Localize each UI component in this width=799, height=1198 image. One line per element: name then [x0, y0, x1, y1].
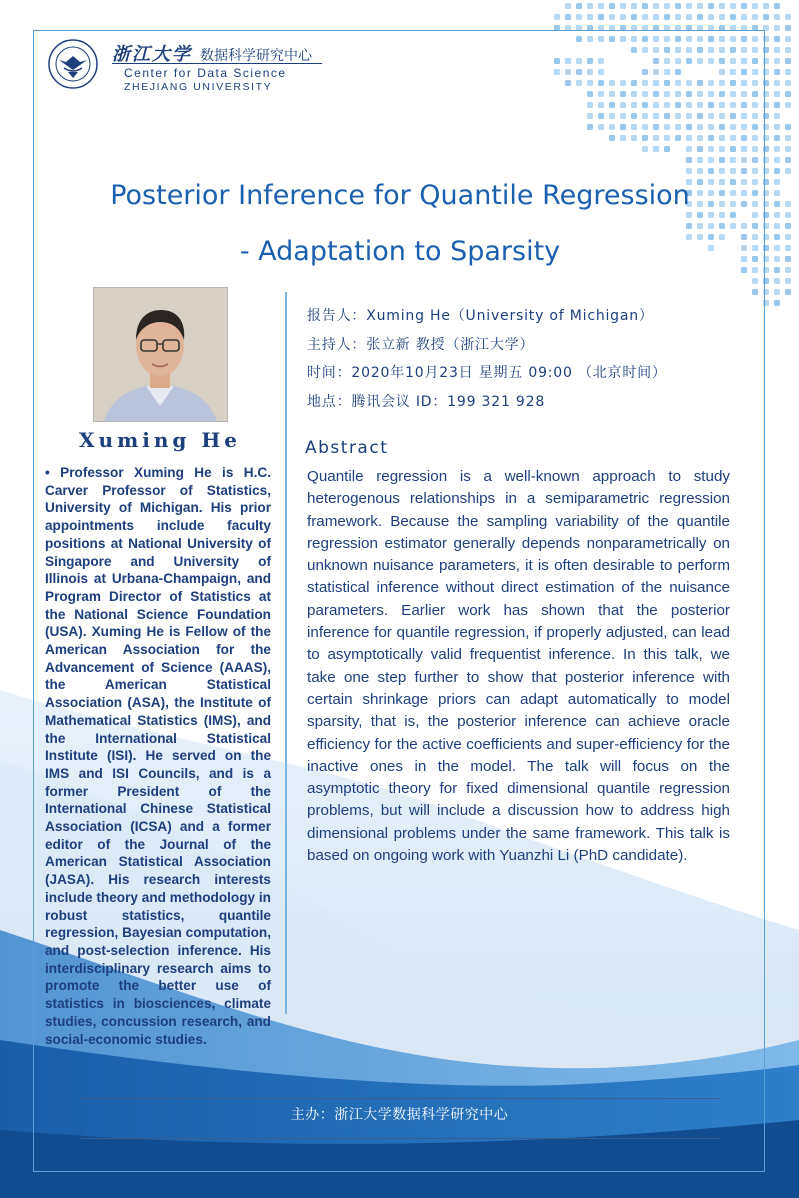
column-divider — [285, 292, 287, 1014]
university-name-en: ZHEJIANG UNIVERSITY — [124, 81, 273, 93]
header-en — [124, 66, 287, 94]
speaker-name: Xuming He — [79, 428, 241, 452]
center-name-cn: 数据科学研究中心 — [200, 48, 312, 64]
event-info — [307, 302, 667, 416]
speaker-photo — [93, 287, 228, 422]
zju-logo-icon — [44, 38, 102, 90]
time-line: 时间：2020年10月23日 星期五 09:00 （北京时间） — [307, 365, 667, 381]
organizer-footer: 主办：浙江大学数据科学研究中心 — [290, 1107, 509, 1123]
footer-rule-top — [80, 1098, 720, 1099]
abstract-text: Quantile regression is a well-known approach to study heterogenous relationships in a semiparametric regression framework. Because the sampling variability of the quantile regression estimator generally depends nonparametrically on unknown nuisance parameters, it is often desirable to perform statistical inference without direct estimation of the nuisance parameters. Earlier work has shown that the posterior inference for quantile regression, if properly adjusted, can lead to asymptotically valid frequentist inference. In this talk, we take one step further to show that posterior inference with certain shrinkage priors can adapt automatically to model sparsity, that is, the posterior inference can achieve oracle efficiency for the active coefficients and super-efficiency for the inactive ones in the model. The talk will focus on the asymptotic theory for fixed dimensional quantile regression problems, but will include a discussion how to address high dimensional problems under the same framework. This talk is based on ongoing work with Yuanzhi Li (PhD candidate). — [307, 468, 730, 865]
school-name-cn: 浙江大学 — [112, 44, 192, 65]
abstract-heading: Abstract — [305, 438, 389, 458]
title-line-2: - Adaptation to Sparsity — [239, 236, 561, 267]
center-name-en: Center for Data Science — [124, 66, 287, 80]
title-line-1: Posterior Inference for Quantile Regression — [110, 180, 690, 211]
footer-rule-bottom — [80, 1138, 720, 1139]
reporter-line: 报告人：Xuming He（University of Michigan） — [307, 308, 654, 324]
host-line: 主持人：张立新 教授（浙江大学） — [307, 336, 535, 353]
place-line: 地点：腾讯会议 ID：199 321 928 — [307, 393, 546, 410]
page-title — [40, 168, 760, 280]
speaker-bio: • Professor Xuming He is H.C. Carver Professor of Statistics, University of Michigan. His prior appointments include faculty positions at National University of Singapore and University of Illinois at Urbana-Champaign, and Program Director of Statistics at the National Science Foundation (USA). Xuming He is Fellow of the American Association for the Advancement of Science (AAAS), the American Statistical Association (ASA), the Institute of Mathematical Statistics (IMS), and the International Statistical Institute (ISI). He served on the IMS and ISI Councils, and is a former President of the International Chinese Statistical Association (ICSA) and a former editor of the Journal of the American Statistical Association (JASA). His research interests include theory and methodology in robust statistics, quantile regression, Bayesian computation, and post-selection inference. His interdisciplinary research aims to promote the better use of statistics in biosciences, climate studies, concussion research, and social-economic studies. — [45, 465, 271, 1047]
